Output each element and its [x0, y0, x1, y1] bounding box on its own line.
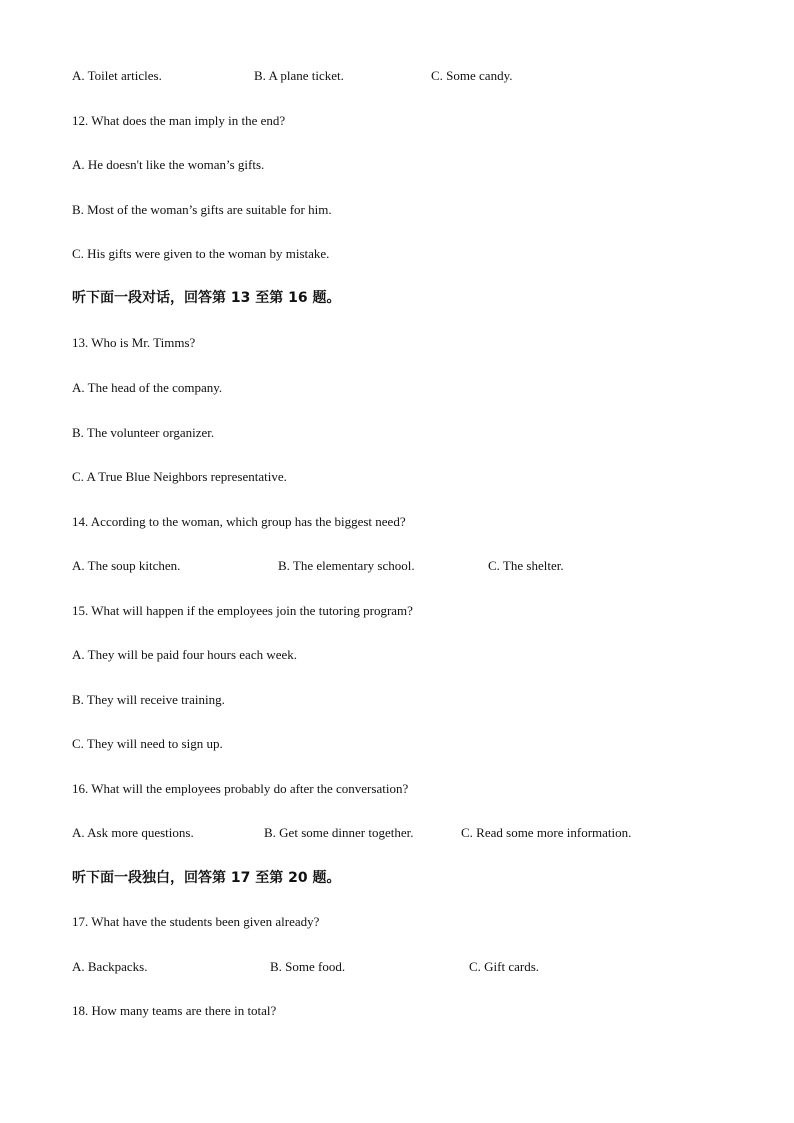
q13-option-b: B. The volunteer organizer.: [72, 425, 215, 440]
q16-question: 16. What will the employees probably do after the conversation?: [72, 781, 409, 796]
q16-option-b: B. Get some dinner together.: [264, 825, 414, 840]
q12-option-c: C. His gifts were given to the woman by mistake.: [72, 246, 330, 261]
q12-question: 12. What does the man imply in the end?: [72, 113, 286, 128]
q14-question: 14. According to the woman, which group has the biggest need?: [72, 514, 406, 529]
q11-option-a: A. Toilet articles.: [72, 68, 162, 83]
q14-option-b: B. The elementary school.: [278, 558, 415, 573]
q11-option-b: B. A plane ticket.: [254, 68, 344, 83]
q12-option-b: B. Most of the woman’s gifts are suitable for him.: [72, 202, 332, 217]
q13-question: 13. Who is Mr. Timms?: [72, 335, 196, 350]
q17-question: 17. What have the students been given already?: [72, 914, 320, 929]
q11-option-c: C. Some candy.: [431, 68, 513, 83]
q17-option-c: C. Gift cards.: [469, 959, 540, 974]
q13-option-a: A. The head of the company.: [72, 380, 223, 395]
section-heading-13-16: 听下面一段对话，回答第 13 至第 16 题。: [72, 290, 341, 306]
section-heading-17-20: 听下面一段独白，回答第 17 至第 20 题。: [72, 870, 341, 886]
q15-option-c: C. They will need to sign up.: [72, 736, 223, 751]
q15-question: 15. What will happen if the employees join the tutoring program?: [72, 603, 413, 618]
q16-option-a: A. Ask more questions.: [72, 825, 194, 840]
q14-option-c: C. The shelter.: [488, 558, 564, 573]
q17-option-b: B. Some food.: [270, 959, 346, 974]
q15-option-b: B. They will receive training.: [72, 692, 225, 707]
q18-question: 18. How many teams are there in total?: [72, 1003, 277, 1018]
q16-option-c: C. Read some more information.: [461, 825, 632, 840]
q13-option-c: C. A True Blue Neighbors representative.: [72, 469, 287, 484]
q12-option-a: A. He doesn't like the woman’s gifts.: [72, 157, 265, 172]
q15-option-a: A. They will be paid four hours each week.: [72, 647, 298, 662]
q14-option-a: A. The soup kitchen.: [72, 558, 181, 573]
q17-option-a: A. Backpacks.: [72, 959, 148, 974]
